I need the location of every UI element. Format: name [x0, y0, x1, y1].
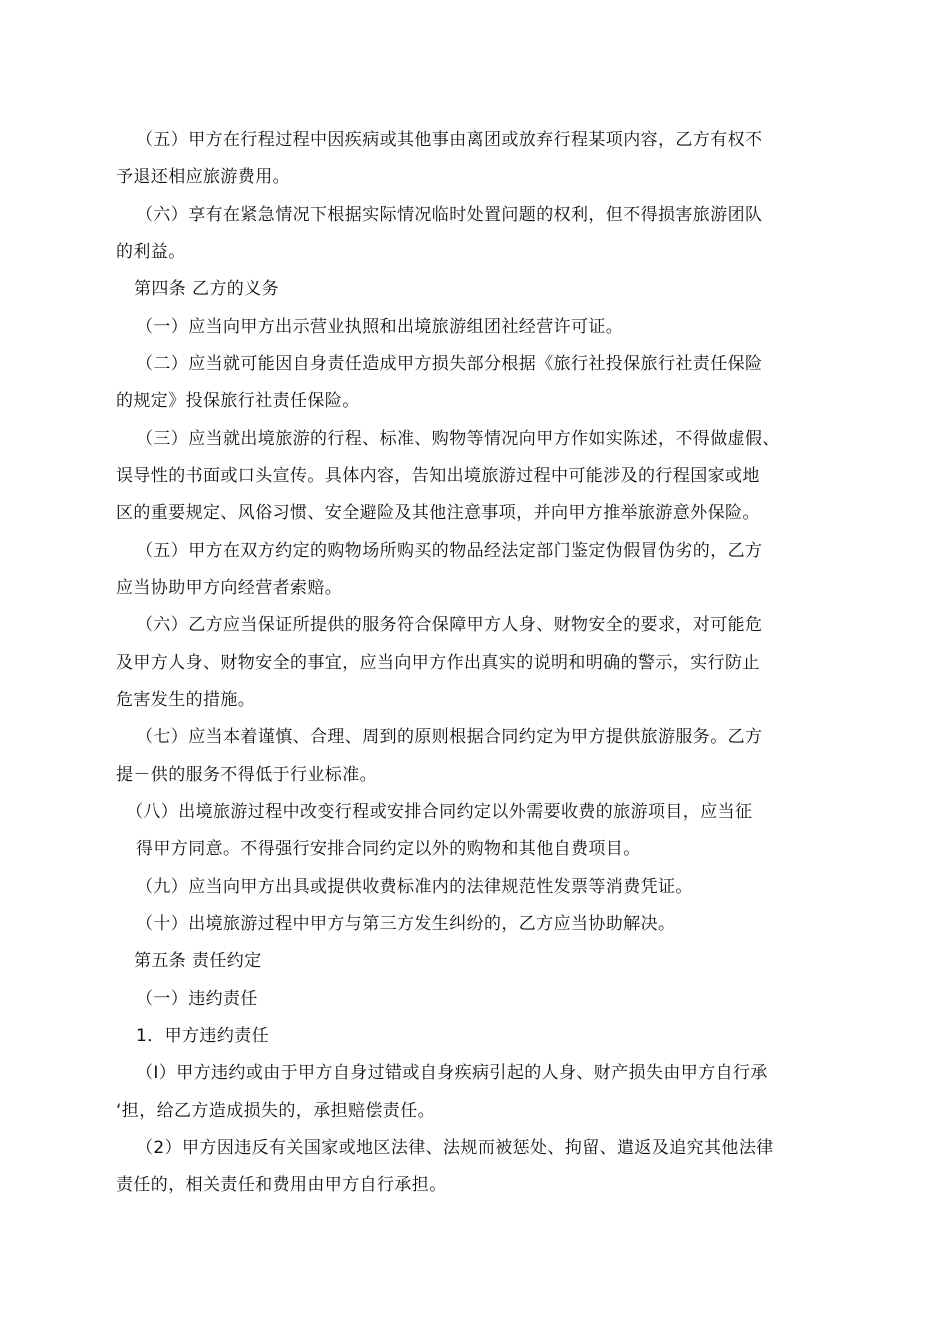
text-line: （八）出境旅游过程中改变行程或安排合同约定以外需要收费的旅游项目，应当征: [126, 802, 753, 822]
text-line: （一）应当向甲方出示营业执照和出境旅游组团社经营许可证。: [136, 317, 624, 337]
text-line: （九）应当向甲方出具或提供收费标准内的法律规范性发票等消费凭证。: [136, 877, 693, 897]
text-line: （二）应当就可能因自身责任造成甲方损失部分根据《旅行社投保旅行社责任保险: [136, 354, 763, 374]
text-line: （五）甲方在双方约定的购物场所购买的物品经法定部门鉴定伪假冒伪劣的，乙方: [136, 541, 763, 561]
text-line: （三）应当就出境旅游的行程、标准、购物等情况向甲方作如实陈述，不得做虚假、: [136, 429, 780, 449]
text-line: 提－供的服务不得低于行业标准。: [116, 765, 377, 785]
text-line: 危害发生的措施。: [116, 690, 256, 710]
subsection-heading: 1．甲方违约责任: [136, 1026, 270, 1046]
text-line: 的利益。: [116, 242, 186, 262]
text-line: 应当协助甲方向经营者索赔。: [116, 578, 343, 598]
subsection-heading: （一）违约责任: [136, 989, 258, 1009]
text-line: （七）应当本着谨慎、合理、周到的原则根据合同约定为甲方提供旅游服务。乙方: [136, 727, 763, 747]
text-line: 及甲方人身、财物安全的事宜，应当向甲方作出真实的说明和明确的警示，实行防止: [116, 653, 760, 673]
text-line: （六）乙方应当保证所提供的服务符合保障甲方人身、财物安全的要求，对可能危: [136, 615, 763, 635]
text-line: （I）甲方违约或由于甲方自身过错或自身疾病引起的人身、财产损失由甲方自行承: [136, 1063, 768, 1083]
text-line: 误导性的书面或口头宣传。具体内容，告知出境旅游过程中可能涉及的行程国家或地: [116, 466, 760, 486]
text-line: 责任的，相关责任和费用由甲方自行承担。: [116, 1175, 447, 1195]
text-line: （2）甲方因违反有关国家或地区法律、法规而被惩处、拘留、遣返及追究其他法律: [136, 1138, 774, 1158]
text-line: 得甲方同意。不得强行安排合同约定以外的购物和其他自费项目。: [136, 839, 641, 859]
text-line: （十）出境旅游过程中甲方与第三方发生纠纷的，乙方应当协助解决。: [136, 914, 676, 934]
text-line: ‘担，给乙方造成损失的，承担赔偿责任。: [116, 1101, 436, 1121]
section-heading-article-4: 第四条 乙方的义务: [134, 279, 280, 299]
text-line: 予退还相应旅游费用。: [116, 167, 290, 187]
text-line: 的规定》投保旅行社责任保险。: [116, 391, 360, 411]
text-line: （六）享有在紧急情况下根据实际情况临时处置问题的权利，但不得损害旅游团队: [136, 205, 763, 225]
section-heading-article-5: 第五条 责任约定: [134, 951, 262, 971]
text-line: 区的重要规定、风俗习惯、安全避险及其他注意事项，并向甲方推举旅游意外保险。: [116, 503, 760, 523]
text-line: （五）甲方在行程过程中因疾病或其他事由离团或放弃行程某项内容，乙方有权不: [136, 130, 763, 150]
